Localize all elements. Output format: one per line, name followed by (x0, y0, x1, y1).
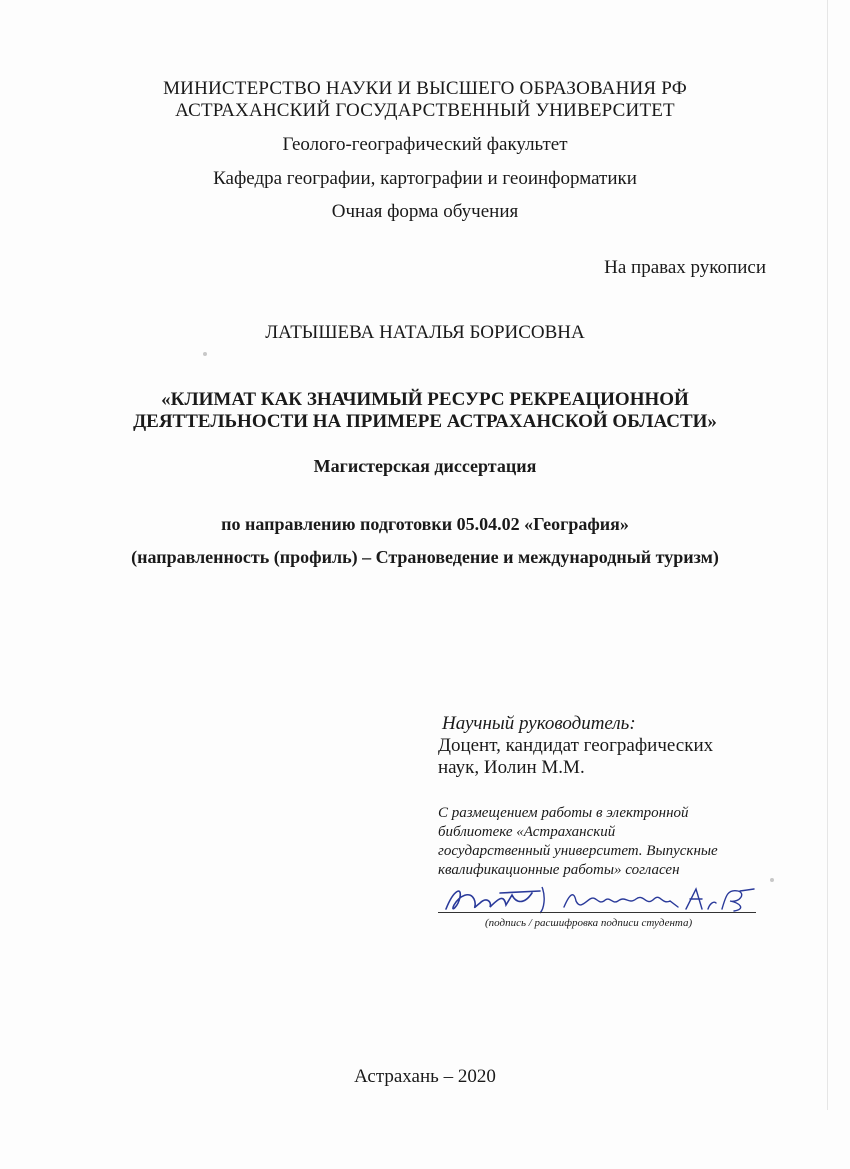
thesis-title-line-2: ДЕЯТТЕЛЬНОСТИ НА ПРИМЕРЕ АСТРАХАНСКОЙ ОБЛАСТИ» (133, 411, 717, 432)
supervisor-position: Доцент, кандидат географических (438, 735, 714, 756)
manuscript-note: На правах рукописи (604, 257, 766, 278)
faculty-name: Геолого-географический факультет (282, 134, 568, 155)
department-name: Кафедра географии, картографии и геоинформатики (213, 168, 637, 189)
university-heading: АСТРАХАНСКИЙ ГОСУДАРСТВЕННЫЙ УНИВЕРСИТЕТ (175, 100, 675, 121)
study-direction: по направлению подготовки 05.04.02 «География» (221, 514, 629, 534)
signature-caption: (подпись / расшифровка подписи студента) (485, 917, 693, 929)
consent-block (438, 804, 768, 880)
ministry-heading: МИНИСТЕРСТВО НАУКИ И ВЫСШЕГО ОБРАЗОВАНИЯ РФ (163, 78, 687, 99)
scan-speck (770, 878, 774, 882)
consent-line: квалификационные работы» согласен (438, 862, 680, 878)
consent-line: государственный университет. Выпускные (438, 843, 718, 859)
supervisor-block (438, 713, 768, 779)
signature-line (438, 912, 756, 913)
study-form: Очная форма обучения (331, 201, 519, 222)
thesis-title-line-1: «КЛИМАТ КАК ЗНАЧИМЫЙ РЕСУРС РЕКРЕАЦИОННОЙ (161, 389, 689, 410)
study-profile: (направленность (профиль) – Страноведение и международный туризм) (131, 547, 719, 567)
consent-line: С размещением работы в электронной (438, 805, 689, 821)
work-type: Магистерская диссертация (313, 456, 537, 476)
author-name: ЛАТЫШЕВА НАТАЛЬЯ БОРИСОВНА (265, 322, 585, 343)
scan-speck (203, 352, 207, 356)
supervisor-label: Научный руководитель: (442, 713, 636, 734)
supervisor-name: наук, Иолин М.М. (438, 757, 585, 778)
city-year: Астрахань – 2020 (354, 1066, 496, 1087)
consent-line: библиотеке «Астраханский (438, 824, 616, 840)
